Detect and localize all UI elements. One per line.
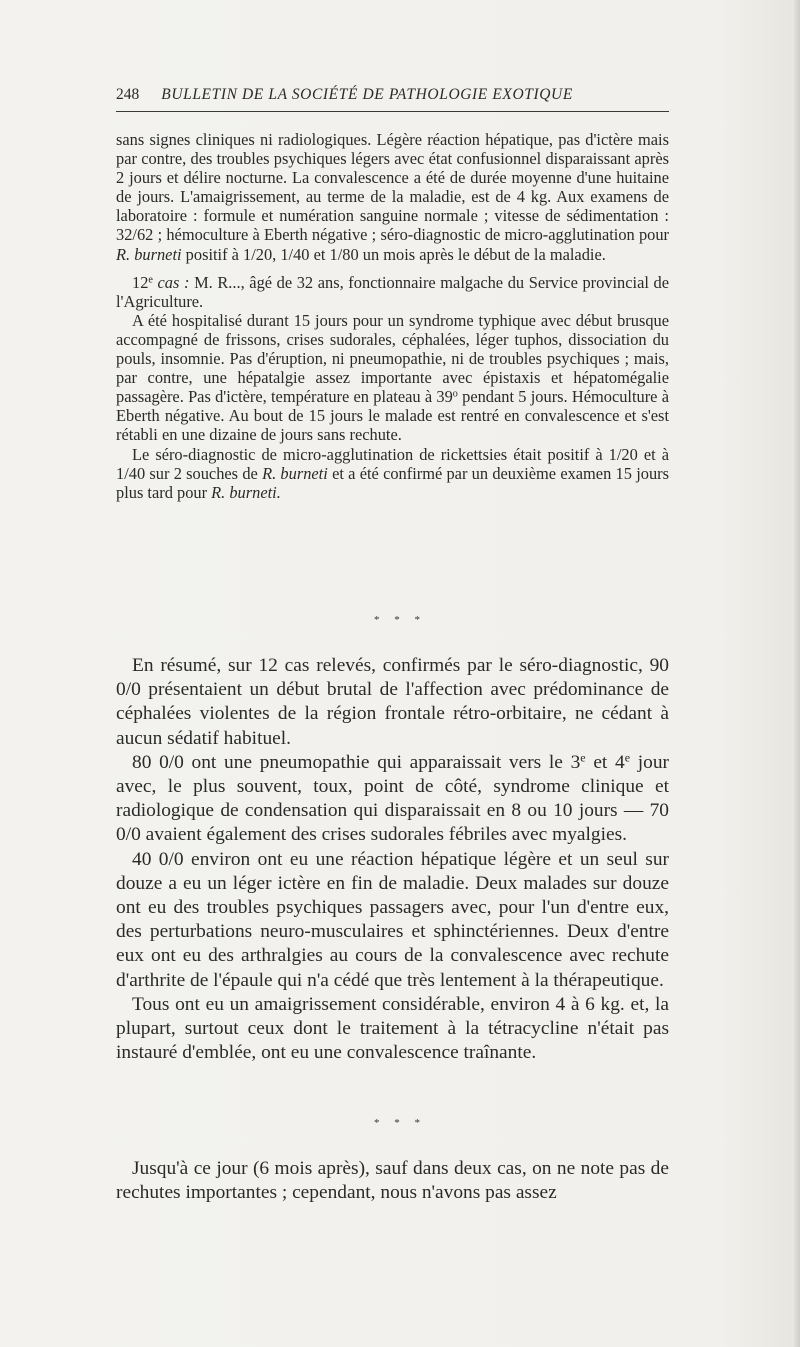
species-name: R. burneti. (211, 482, 281, 502)
running-header (116, 86, 669, 112)
case-block (116, 130, 669, 502)
page-edge (794, 0, 800, 1347)
paragraph (116, 130, 669, 264)
paragraph: 40 0/0 environ ont eu une réaction hépatique légère et un seul sur douze a eu un léger ictère en fin de maladie. Deux malades sur douze ont eu des troubles psychiques passagers avec, pour l'un d'entre eux, des perturbations neuro-musculaires et sphinctériennes. Deux d'entre eux ont eu des arthralgies au cours de la convalescence avec rechute d'arthrite de l'épaule qui n'a cédé que très lentement à la thérapeutique. (116, 848, 669, 991)
paragraph (116, 445, 669, 502)
text-run: 80 0/0 ont une pneumopathie qui apparaissait vers le 3 (132, 751, 581, 773)
case-number: 12 (132, 272, 149, 292)
text-run: pendant 5 jours. Hémoculture à Eberth négative. Au bout de 15 jours le malade est rentré en convalescence et s'est rétabli en une dizaine de jours sans rechute. (116, 387, 669, 445)
text-run: jour avec, le plus souvent, toux, point de côté, syndrome clinique et radiologique de condensation qui disparaissait en 8 ou 10 jours — 70 0/0 avaient également des crises sudorales fébriles avec myalgies. (116, 751, 669, 846)
text-run: M. R..., âgé de 32 ans, fonctionnaire malgache du Service provincial de l'Agriculture. (116, 272, 669, 311)
species-name: R. burneti (262, 463, 328, 483)
text-run: positif à 1/20, 1/40 et 1/80 un mois après le début de la maladie. (185, 244, 606, 264)
case-label: cas : (157, 272, 190, 292)
text-run: A été hospitalisé durant 15 jours pour un syndrome typhique avec début brusque accompagné de frissons, crises sudorales, céphalées, léger tuphos, dissociation du pouls, insomnie. Pas d'éruption, ni pneumopathie, ni de troubles psychiques ; mais, par contre, une hépatalgie assez importante avec épistaxis et hépatomégalie passagère. Pas d'ictère, température en plateau à 39 (116, 310, 669, 407)
page-number: 248 (116, 86, 140, 103)
text-run: et 4 (593, 751, 625, 773)
summary-block (116, 654, 669, 1065)
paragraph: Tous ont eu un amaigrissement considérable, environ 4 à 6 kg. et, la plupart, surtout ceux dont le traitement à la tétracycline n'était pas instauré d'emblée, ont eu une convalescence traînante. (116, 993, 669, 1064)
superscript: e (624, 750, 631, 765)
journal-title: BULLETIN DE LA SOCIÉTÉ DE PATHOLOGIE EXOTIQUE (161, 86, 573, 103)
text-run: sans signes cliniques ni radiologiques. Légère réaction hépatique, pas d'ictère mais par contre, des troubles psychiques légers avec état confusionnel disparaissant après 2 jours et délire nocturne. La convalescence a été de durée moyenne d'une huitaine de jours. L'amaigrissement, au terme de la maladie, est de 4 kg. Aux examens de laboratoire : formule et numération sanguine normale ; vitesse de sédimentation : 32/62 ; hémoculture à Eberth négative ; séro-diagnostic de micro-agglutination pour (116, 130, 669, 245)
paragraph: En résumé, sur 12 cas relevés, confirmés par le séro-diagnostic, 90 0/0 présentaient un début brutal de l'affection avec prédominance de céphalées violentes de la région frontale rétro-orbitaire, ne cédant à aucun sédatif habituel. (116, 655, 669, 749)
degree-sign: o (452, 388, 458, 400)
species-name: R. burneti (116, 244, 182, 264)
superscript: e (148, 274, 153, 286)
section-separator: * * * (374, 614, 426, 626)
paragraph (116, 311, 669, 445)
paragraph: Jusqu'à ce jour (6 mois après), sauf dans deux cas, on ne note pas de rechutes importantes ; cependant, nous n'avons pas assez (116, 1158, 669, 1204)
section-separator: * * * (374, 1117, 426, 1129)
paragraph (116, 751, 669, 848)
superscript: e (580, 750, 586, 765)
case-heading-paragraph (116, 273, 669, 311)
text-run: Le séro-diagnostic de micro-agglutination de rickettsies était positif à 1/20 et à 1/40 sur 2 souches de (116, 444, 669, 483)
text-run: et a été confirmé par un deuxième examen 15 jours plus tard pour (116, 463, 669, 502)
closing-block (116, 1157, 669, 1205)
